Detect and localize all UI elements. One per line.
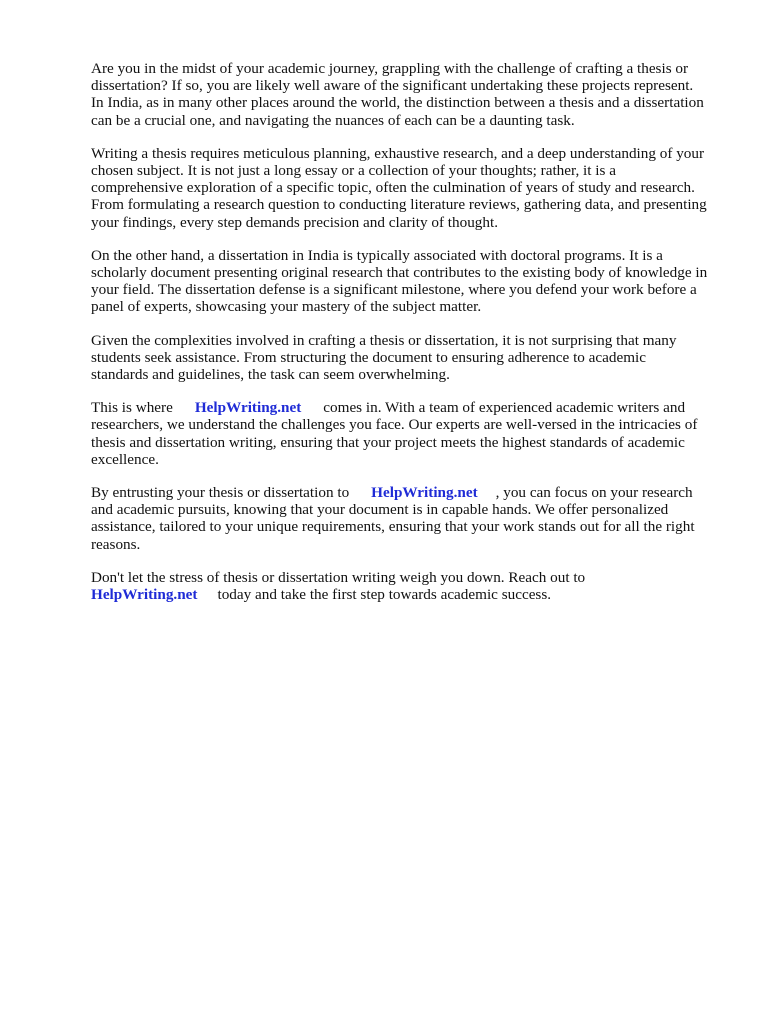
paragraph-complexities: Given the complexities involved in crafting a thesis or dissertation, it is not surprising that many students seek assistance. From structuring the document to ensuring adherence to academic standards and guidelines, the task can seem overwhelming.: [91, 331, 677, 384]
paragraph-text: By entrusting your thesis or dissertation to: [91, 484, 350, 502]
paragraph-text: This is where: [91, 399, 173, 417]
paragraph-reach-out: [91, 569, 731, 603]
helpwriting-link[interactable]: HelpWriting.net: [194, 399, 302, 417]
paragraph-dissertation: On the other hand, a dissertation in India is typically associated with doctoral programs. It is a scholarly document presenting original research that contributes to the existing body of knowledge in your field. The dissertation defense is a significant milestone, where you defend your work before a panel of experts, showcasing your mastery of the subject matter.: [91, 246, 708, 316]
helpwriting-link[interactable]: HelpWriting.net: [91, 586, 198, 604]
helpwriting-link[interactable]: HelpWriting.net: [371, 484, 478, 502]
paragraph-text: , you can focus on your research and academic pursuits, knowing that your document is in capable hands. We offer personalized assistance, tailored to your unique requirements, ensuring that your work stands out for all the right reasons.: [91, 484, 695, 553]
paragraph-intro: Are you in the midst of your academic journey, grappling with the challenge of crafting a thesis or dissertation? If so, you are likely well aware of the significant undertaking these projects represent. In India, as in many other places around the world, the distinction between a thesis and a dissertation can be a crucial one, and navigating the nuances of each can be a daunting task.: [91, 60, 704, 129]
document-page: [91, 60, 731, 619]
paragraph-text: Don't let the stress of thesis or dissertation writing weigh you down. Reach out to: [91, 568, 586, 586]
paragraph-this-is-where: [91, 399, 731, 468]
paragraph-text: today and take the first step towards academic success.: [217, 586, 552, 604]
paragraph-thesis: Writing a thesis requires meticulous planning, exhaustive research, and a deep understanding of your chosen subject. It is not just a long essay or a collection of your thoughts; rather, it is a comprehensive exploration of a specific topic, often the culmination of years of study and research. From formulating a research question to conducting literature reviews, gathering data, and presenting your findings, every step demands precision and clarity of thought.: [91, 144, 707, 231]
paragraph-entrusting: [91, 484, 731, 553]
paragraph-text: comes in. With a team of experienced academic writers and researchers, we understand the challenges you face. Our experts are well-versed in the intricacies of thesis and dissertation writing, ensuring that your project meets the highest standards of academic excellence.: [91, 399, 698, 468]
